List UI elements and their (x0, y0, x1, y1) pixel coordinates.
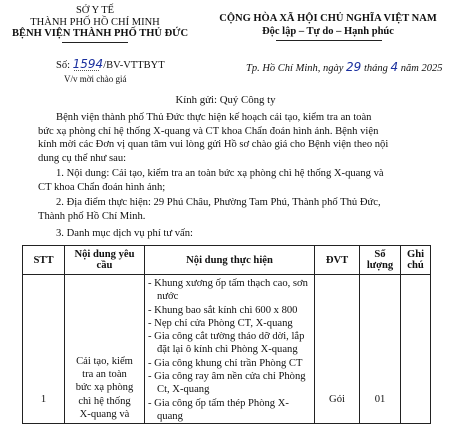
header-quantity-line: lượng (366, 260, 394, 271)
content-item: - Gia công khung chỉ trần Phòng CT (148, 357, 303, 369)
point-number: 2. (56, 197, 64, 208)
header-request-line: Nội dung yêu (74, 249, 135, 260)
intro-line: dung cụ thể như sau: (38, 152, 127, 164)
header-note-line: chú (407, 260, 424, 271)
doc-number-suffix: /BV-VTTBYT (103, 60, 165, 71)
header-note (401, 246, 431, 275)
national-title: CỘNG HÒA XÃ HỘI CHỦ NGHĨA VIỆT NAM (219, 13, 437, 24)
hospital-underline (62, 42, 128, 43)
request-line: bức xạ phòng (75, 382, 134, 394)
date-prefix: Tp. Hồ Chí Minh, ngày (246, 63, 344, 74)
point-text: CT khoa Chẩn đoán hình ảnh; (38, 181, 166, 193)
row-request (65, 275, 145, 424)
national-motto: Độc lập – Tự do – Hạnh phúc (262, 26, 394, 37)
point-text: Cải tạo, kiểm tra an toàn bức xạ phòng chì hệ thống X-quang và (109, 168, 384, 179)
header-quantity (360, 246, 401, 275)
header-stt: STT (23, 246, 65, 275)
content-item: - Gia công ray âm nền cửa chỉ Phòng Ct, X-quang (148, 371, 306, 396)
content-item: - Khung xương ốp tấm thạch cao, sơn nước (148, 278, 308, 303)
point-label: Danh mục dịch vụ phí tư vấn: (66, 228, 193, 239)
header-content: Nội dung thực hiện (145, 246, 315, 275)
content-item: - Khung bao sắt kính chì 600 x 800 (148, 304, 298, 316)
request-line: tra an toàn (82, 369, 127, 381)
request-line: Cải tạo, kiểm (76, 355, 133, 367)
header-note-line: Ghi (406, 249, 425, 260)
document-subject: V/v mời chào giá (64, 74, 127, 84)
intro-line: bức xạ phòng chỉ hệ thống X-quang và CT khoa Chẩn đoán hình ảnh. Bệnh viện (38, 125, 379, 137)
content-item: - Nẹp chỉ cửa Phòng CT, X-quang (148, 317, 293, 329)
point-label: Nội dung: (66, 168, 110, 179)
document-date (246, 60, 442, 74)
row-stt: 1 (23, 275, 65, 424)
content-item: - Gia công ốp tấm thép Phòng X-quang (148, 397, 289, 422)
point-text: Thành phố Hồ Chí Minh. (38, 210, 146, 222)
content-item: - Gia công cắt tường tháo dỡ dời, lắp đặt lại ô kính chì Phòng X-quang (148, 331, 305, 356)
motto-underline (276, 40, 382, 41)
header-request (65, 246, 145, 275)
header-quantity-line: Số (374, 249, 386, 260)
date-suffix: năm 2025 (400, 63, 443, 74)
doc-number-handwritten: 1594 (72, 57, 104, 71)
doc-number-prefix: Số: (56, 60, 71, 71)
header-unit: ĐVT (315, 246, 360, 275)
document-number (56, 57, 165, 71)
row-unit: Gói (315, 275, 360, 424)
point-text: 29 Phú Châu, Phường Tam Phú, Thành phố Thủ Đức, (150, 197, 381, 208)
date-mid: tháng (363, 63, 388, 74)
header-request-line: cầu (96, 260, 113, 271)
point-location (38, 196, 428, 223)
table-row (23, 275, 431, 424)
point-number: 1. (56, 168, 64, 179)
table-header-row (23, 246, 431, 275)
row-quantity: 01 (360, 275, 401, 424)
greeting: Kính gửi: Quý Công ty (175, 94, 276, 106)
intro-line: Bệnh viện thành phố Thủ Đức thực hiện kế hoạch cải tạo, kiểm tra an toàn (56, 112, 372, 123)
service-table (22, 245, 431, 424)
intro-paragraph (38, 111, 428, 165)
point-label: Địa điểm thực hiện: (66, 197, 151, 208)
date-month-handwritten: 4 (390, 60, 399, 74)
row-content (145, 275, 315, 424)
point-number: 3. (56, 228, 64, 239)
city-name: THÀNH PHỐ HỒ CHÍ MINH (30, 17, 160, 28)
date-day-handwritten: 29 (346, 60, 362, 74)
request-line: chì hệ thống (78, 395, 131, 407)
point-service-list (38, 227, 428, 241)
row-note (401, 275, 431, 424)
request-line: X-quang và (79, 408, 130, 420)
hospital-name: BỆNH VIỆN THÀNH PHỐ THỦ ĐỨC (12, 28, 189, 39)
department-name: SỞ Y TẾ (75, 5, 115, 16)
point-content (38, 167, 428, 194)
intro-line: kính mời các Đơn vị quan tâm vui lòng gửi Hồ sơ chào giá cho Bệnh viện theo nội (38, 139, 389, 151)
doc-number-dots (74, 70, 99, 71)
